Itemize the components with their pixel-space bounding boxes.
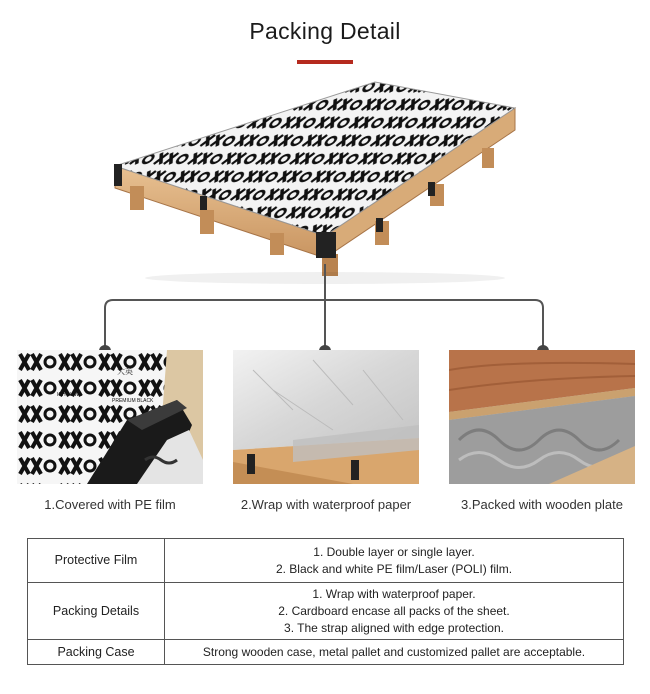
row-value [165,640,624,665]
table-row [28,640,624,665]
row-value [165,539,624,583]
film-print-brand-1: ICH-HAWA [57,392,82,398]
row-line: 3. The strap aligned with edge protection. [284,620,504,635]
row-line: 1. Wrap with waterproof paper. [312,586,476,601]
wooden-plate-photo [449,350,635,484]
row-line: 2. Cardboard encase all packs of the sheet. [278,603,510,618]
step-1-caption: 1.Covered with PE film [44,497,176,512]
waterproof-paper-photo [233,350,419,484]
row-line: Strong wooden case, metal pallet and customized pallet are acceptable. [202,644,586,659]
film-print-cn: 大英 [117,367,133,376]
title-underline [297,60,353,64]
step-2-caption: 2.Wrap with waterproof paper [240,497,412,512]
row-label: Packing Details [28,583,165,640]
page-title: Packing Detail [249,18,401,44]
row-label: Protective Film [28,539,165,583]
film-print-brand-2: PREMIUM BLACK [112,398,154,404]
table-row [28,583,624,640]
packing-spec-table [27,538,624,665]
row-value [165,583,624,640]
step-3-caption: 3.Packed with wooden plate [461,497,623,512]
row-line: 1. Double layer or single layer. [313,544,475,559]
table-row [28,539,624,583]
row-line: 2. Black and white PE film/Laser (POLI) film. [275,561,513,576]
row-label: Packing Case [28,640,165,665]
pe-film-photo [17,350,203,484]
connector-lines [0,240,650,360]
